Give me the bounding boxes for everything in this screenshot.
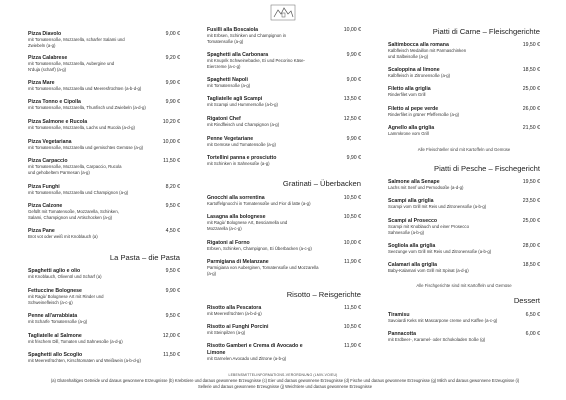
dish-name: Spaghetti Napoli [207,77,248,83]
dish-description: Sahnesoße (a-b-g) [388,229,425,235]
dish-price: 10,20 € [162,119,180,125]
dish-description: mit Tomatensoße, Mozzarella und Meeresfrüchten (a-b-d-g) [28,86,142,92]
menu-item [28,119,180,131]
dish-description: Eiercreme (a-c-g) [207,63,241,69]
dish-description: und gehobeltem Parmesan (a-g) [28,169,90,175]
dish-name: Pizza Vegetariana [28,139,72,145]
dish-description: Kalbfleisch Medaillon mit Parmaschinken [388,48,467,54]
dish-price: 12,50 € [343,116,361,122]
menu-item [207,259,361,276]
dish-name: Pannacotta [388,331,416,337]
dish-price: 10,00 € [162,139,180,145]
menu-item [388,86,540,98]
dish-price: 12,00 € [162,333,180,339]
dish-price: 6,50 € [525,312,540,318]
menu-item [207,52,361,69]
section-title: Piatti di Carne – Fleischgerichte [432,27,540,36]
menu-item [207,305,361,317]
dish-price: 4,50 € [165,228,180,234]
menu-item [28,333,180,345]
dish-price: 11,50 € [163,352,180,358]
dish-description: mit Knoblauch, Olivenöl und Scharf (a) [28,274,102,280]
dish-price: 18,50 € [522,67,540,73]
menu-item [28,31,180,48]
dish-description: Mozzarella (a-c-g) [207,225,242,231]
dish-description: mit Schinken in Sahnesoße (a-g) [207,161,270,167]
dish-price: 9,50 € [165,313,180,319]
menu-item [28,313,180,325]
house-icon [270,4,296,21]
dish-price: 11,90 € [344,343,361,349]
menu-item [207,96,361,108]
dish-description: mit Knuprik Schweinebacke, Ei und Pecorino Käse- [207,58,305,64]
dish-description: Lachs mit Senf und Pernodsoße (a-d-g) [388,185,464,191]
dish-description: mit Tomatensoße, Mozzarella, Aubergine und [28,61,115,67]
dish-price: 8,20 € [165,184,180,190]
dish-name: Parmigiana di Melanzane [207,259,269,265]
dish-name: Sogliola alla griglia [388,243,436,249]
dish-description: Savoiardi Keks mit Mascarpone creme und Kaffee (a-c-g) [388,318,498,324]
dish-name: Pizza Funghi [28,184,60,190]
dish-description: Erbsen, Schinken, Champignon, Ei Überbacken (a-c-g) [207,246,312,252]
dish-description: mit Tomatensoße, Mozzarella, Lachs und Rucola (a-d-g) [28,125,135,131]
menu-item [28,55,180,72]
dish-name: Penne all'arrabbiata [28,313,78,319]
dish-price: 19,50 € [522,179,540,185]
dish-description: Kartoffelgnocchi in Tomatensoße und Fior di latte (a-g) [207,201,311,207]
dish-name: Spaghetti alla Carbonara [207,52,269,58]
menu-item [28,228,180,240]
menu-item [207,27,361,44]
dish-name: Pizza Mare [28,80,55,86]
dish-price: 19,50 € [522,42,540,48]
menu-item [28,80,180,92]
dish-price: 9,90 € [165,80,180,86]
menu-item [388,198,540,210]
dish-name: Scampi alla griglia [388,198,434,204]
dish-name: Scaloppina al limone [388,67,440,73]
dish-price: 28,00 € [522,243,540,249]
menu-item [207,195,361,207]
dish-name: Spaghetti aglio e olio [28,268,81,274]
menu-item [28,352,180,364]
dish-price: 21,50 € [522,125,540,131]
dish-price: 9,90 € [346,52,361,58]
menu-item [388,67,540,79]
dish-name: Risotto ai Funghi Porcini [207,324,269,330]
section-title: La Pasta – die Pasta [109,253,180,262]
dish-name: Pizza Pane [28,228,55,234]
dish-name: Tortellini panna e prosciutto [207,155,277,161]
dish-price: 25,00 € [522,218,540,224]
dish-price: 9,90 € [165,99,180,105]
section-note: Alle Fleischteller sind mit Kartoffeln und Gemüse [417,147,511,152]
dish-description: Lammkrone vom Grill [388,131,429,137]
dish-name: Penne Vegetariane [207,136,254,142]
allergen-legend-title: LEBENSMITTELINFORMATIONS-VERORDNUNG (LMIV-VO/EU) [228,373,338,377]
dish-name: Risotto alla Pescatora [207,305,262,311]
dish-description: Scampi mit Knoblauch und einer Prosecco [388,224,469,230]
dish-price: 9,00 € [346,77,361,83]
dish-price: 9,90 € [165,288,180,294]
menu-item [207,77,361,89]
dish-description: Gefüllt mit Tomatensoße, Mozzarella, Schinken, [28,209,119,215]
dish-description: mit Scampi und Hummersoße (a-b-g) [207,102,278,108]
dish-name: Limone [207,350,226,356]
dish-price: 9,50 € [165,268,180,274]
dish-price: 10,50 € [343,214,361,220]
dish-price: 10,50 € [343,324,361,330]
dish-price: 25,00 € [522,86,540,92]
dish-name: Filetto al pepe verde [388,106,439,112]
dish-price: 9,90 € [346,136,361,142]
menu-item [207,155,361,167]
dish-description: Zwiebeln (a-g) [28,42,56,48]
dish-price: 9,90 € [346,155,361,161]
dish-name: Spaghetti allo Scoglio [28,352,83,358]
dish-price: 11,50 € [163,158,180,164]
dish-description: mit Garnelen Avocado und Zitrone (a-b-g) [207,356,287,362]
dish-name: Filetto alla griglia [388,86,431,92]
dish-price: 9,50 € [165,203,180,209]
menu-item [388,42,540,59]
dish-name: Tagliatelle al Salmone [28,333,82,339]
dish-price: 9,20 € [165,55,180,61]
menu-item [207,343,361,349]
dish-name: Tiramisu [388,312,410,318]
dish-description: mit Scharfe Tomatensoße (a-g) [28,319,88,325]
dish-price: 10,00 € [343,27,361,33]
dish-description: mit Erdbeer-, Karamel- oder Schokoladen Soße (g) [388,337,486,343]
dish-name: Fusilli alla Boscaiola [207,27,259,33]
dish-description: mit Tomatensoße (a-g) [207,83,251,89]
dish-description: N'duja (scharf) (a-g) [28,66,67,72]
dish-description: Seezunge vom Grill mit Reis und Zitronensoße (a-b-g) [388,249,492,255]
menu-item [388,262,540,274]
dish-name: Risotto Gamberi e Crema di Avocado e [207,343,303,349]
dish-name: Scampi al Prosecco [388,218,438,224]
allergen-legend-line: (a) Glutenhaltiges Getreide und daraus gewonnene Erzeugnisse (b) Krebstiere und daraus gewonnene Erzeugnisse (c) Eier und daraus gewonnene Erzeugnisse (d) Fische und daraus gewonnene Erzeugnisse (g) Milch und daraus gewonnene Erzeugnisse (i) [50,378,520,383]
menu-item [388,179,540,191]
dish-name: Pizza Salmone e Rucola [28,119,88,125]
menu-item [388,243,540,255]
dish-description: Salami, Champignon und Artischocken (a-g) [28,214,113,220]
dish-description: Baby-Kalamari vom Grill mit Spinat (a-d-g) [388,268,469,274]
dish-price: 26,00 € [522,106,540,112]
dish-description: mit Tomatensoße, Mozzarella und gemischtes Gemüse (a-g) [28,145,144,151]
dish-price: 10,50 € [343,195,361,201]
dish-price: 10,00 € [343,240,361,246]
dish-name: Pizza Calabrese [28,55,68,61]
dish-name: Pizza Carpaccio [28,158,68,164]
dish-description: mit Gemüse und Tomatensoße (a-g) [207,142,276,148]
dish-description: und Salbeisoße (a-g) [388,53,429,59]
section-note: Alle Fischgerichte sind mit Kartoffeln und Gemüse [416,283,512,288]
dish-name: Rigatoni Chef [207,116,241,122]
menu-item [207,324,361,336]
menu-item [207,350,361,362]
dish-price: 9,00 € [165,31,180,37]
dish-description: Scampi vom Grill mit Reis und Zitronensoße (a-b-g) [388,204,487,210]
section-title: Piatti di Pesche – Fischegericht [434,164,540,173]
dish-description: mit Ragù/ Bolognese Art mit Rinder und [28,294,104,300]
allergen-legend-line: Sellerie und daraus gewonnene Erzeugnisse (j) Weichtiere und daraus gewonnene Erzeugnisse [197,384,373,389]
dish-description: mit Meeresfrüchten (a-b-d-g) [207,311,262,317]
dish-description: mit Steinpilzen (a-g) [207,330,246,336]
dish-name: Pizza Tonno e Cipolla [28,99,81,105]
dish-name: Agnello alla griglia [388,125,435,131]
menu-item [28,184,180,196]
menu-item [388,218,540,235]
dish-price: 11,50 € [344,305,361,311]
dish-description: Tomatensoße (a-g) [207,38,244,44]
menu-item [388,312,540,324]
menu-item [207,136,361,148]
dish-description: mit Tomatensoße, Mozzarella, Carpaccio, Rucola [28,164,122,170]
dish-price: 23,50 € [522,198,540,204]
dish-description: mit Rindfleisch und Champignon (a-g) [207,122,280,128]
dish-description: mit Tomatensoße, Mozzarella, Thunfisch und Zwiebeln (a-d-g) [28,105,146,111]
dish-description: Kalbfleisch in Zitronensoße (a-g) [388,73,451,79]
menu-item [28,158,180,175]
dish-name: Salmone alla Senape [388,179,440,185]
dish-price: 13,50 € [343,96,361,102]
section-title: Risotto – Reisgerichte [286,290,361,299]
dish-description: mit Ragù/ Bolognese Art, Besciamella und [207,220,288,226]
section-title: Dessert [513,296,540,305]
dish-description: mit Erbsen, Schinken und Champignon in [207,33,287,39]
dish-description: mit Meeresfrüchten, Kirschtomaten und Weißwein (a-b-d-g) [28,358,141,364]
dish-price: 18,50 € [522,262,540,268]
dish-description: mit frischem Dill, Tomaten und Sahnesoße (a-d-g) [28,339,123,345]
menu-item [207,116,361,128]
dish-name: Fettuccine Bolognese [28,288,82,294]
dish-name: Gnocchi alla sorrentina [207,195,265,201]
dish-name: Lasagna alla bolognese [207,214,266,220]
dish-name: Pizza Calzone [28,203,63,209]
dish-name: Calamari alla griglia [388,262,438,268]
dish-description: Parmigiana von Auberginen, Tomatensoße und Mozzarella [207,265,319,271]
dish-name: Pizza Diavolo [28,31,62,37]
menu-item [28,139,180,151]
dish-description: Rinderfilet vom Grill [388,92,426,98]
dish-price: 11,90 € [344,259,361,265]
menu-item [28,288,180,305]
menu-item [28,99,180,111]
menu-item [207,214,361,231]
dish-description: (a-g) [207,270,217,276]
menu-item [388,106,540,118]
menu-item [28,203,180,220]
allergen-legend [28,378,542,390]
menu-item-header [207,343,361,349]
menu-item [388,125,540,137]
dish-description: mit Tomatensoße, Mozzarella, scharfer Salami und [28,37,125,43]
section-title: Gratinati – Überbacken [282,179,361,188]
dish-name: Saltimbocca alla romana [388,42,449,48]
dish-description: Brot vot oder weiß mit Knoblauch (a) [28,234,98,240]
dish-price: 6,00 € [525,331,540,337]
dish-description: Rinderfilet in grüner Pfeffersoße (a-g) [388,112,460,118]
dish-description: mit Tomatensoße, Mozzarella und Champignon (a-g) [28,190,129,196]
dish-name: Tagliatelle agli Scampi [207,96,263,102]
dish-name: Rigatoni al Forno [207,240,250,246]
menu-item [28,268,180,280]
menu-item [207,240,361,252]
menu-item [388,331,540,343]
dish-description: Schweinefleisch (a-c-g) [28,299,73,305]
